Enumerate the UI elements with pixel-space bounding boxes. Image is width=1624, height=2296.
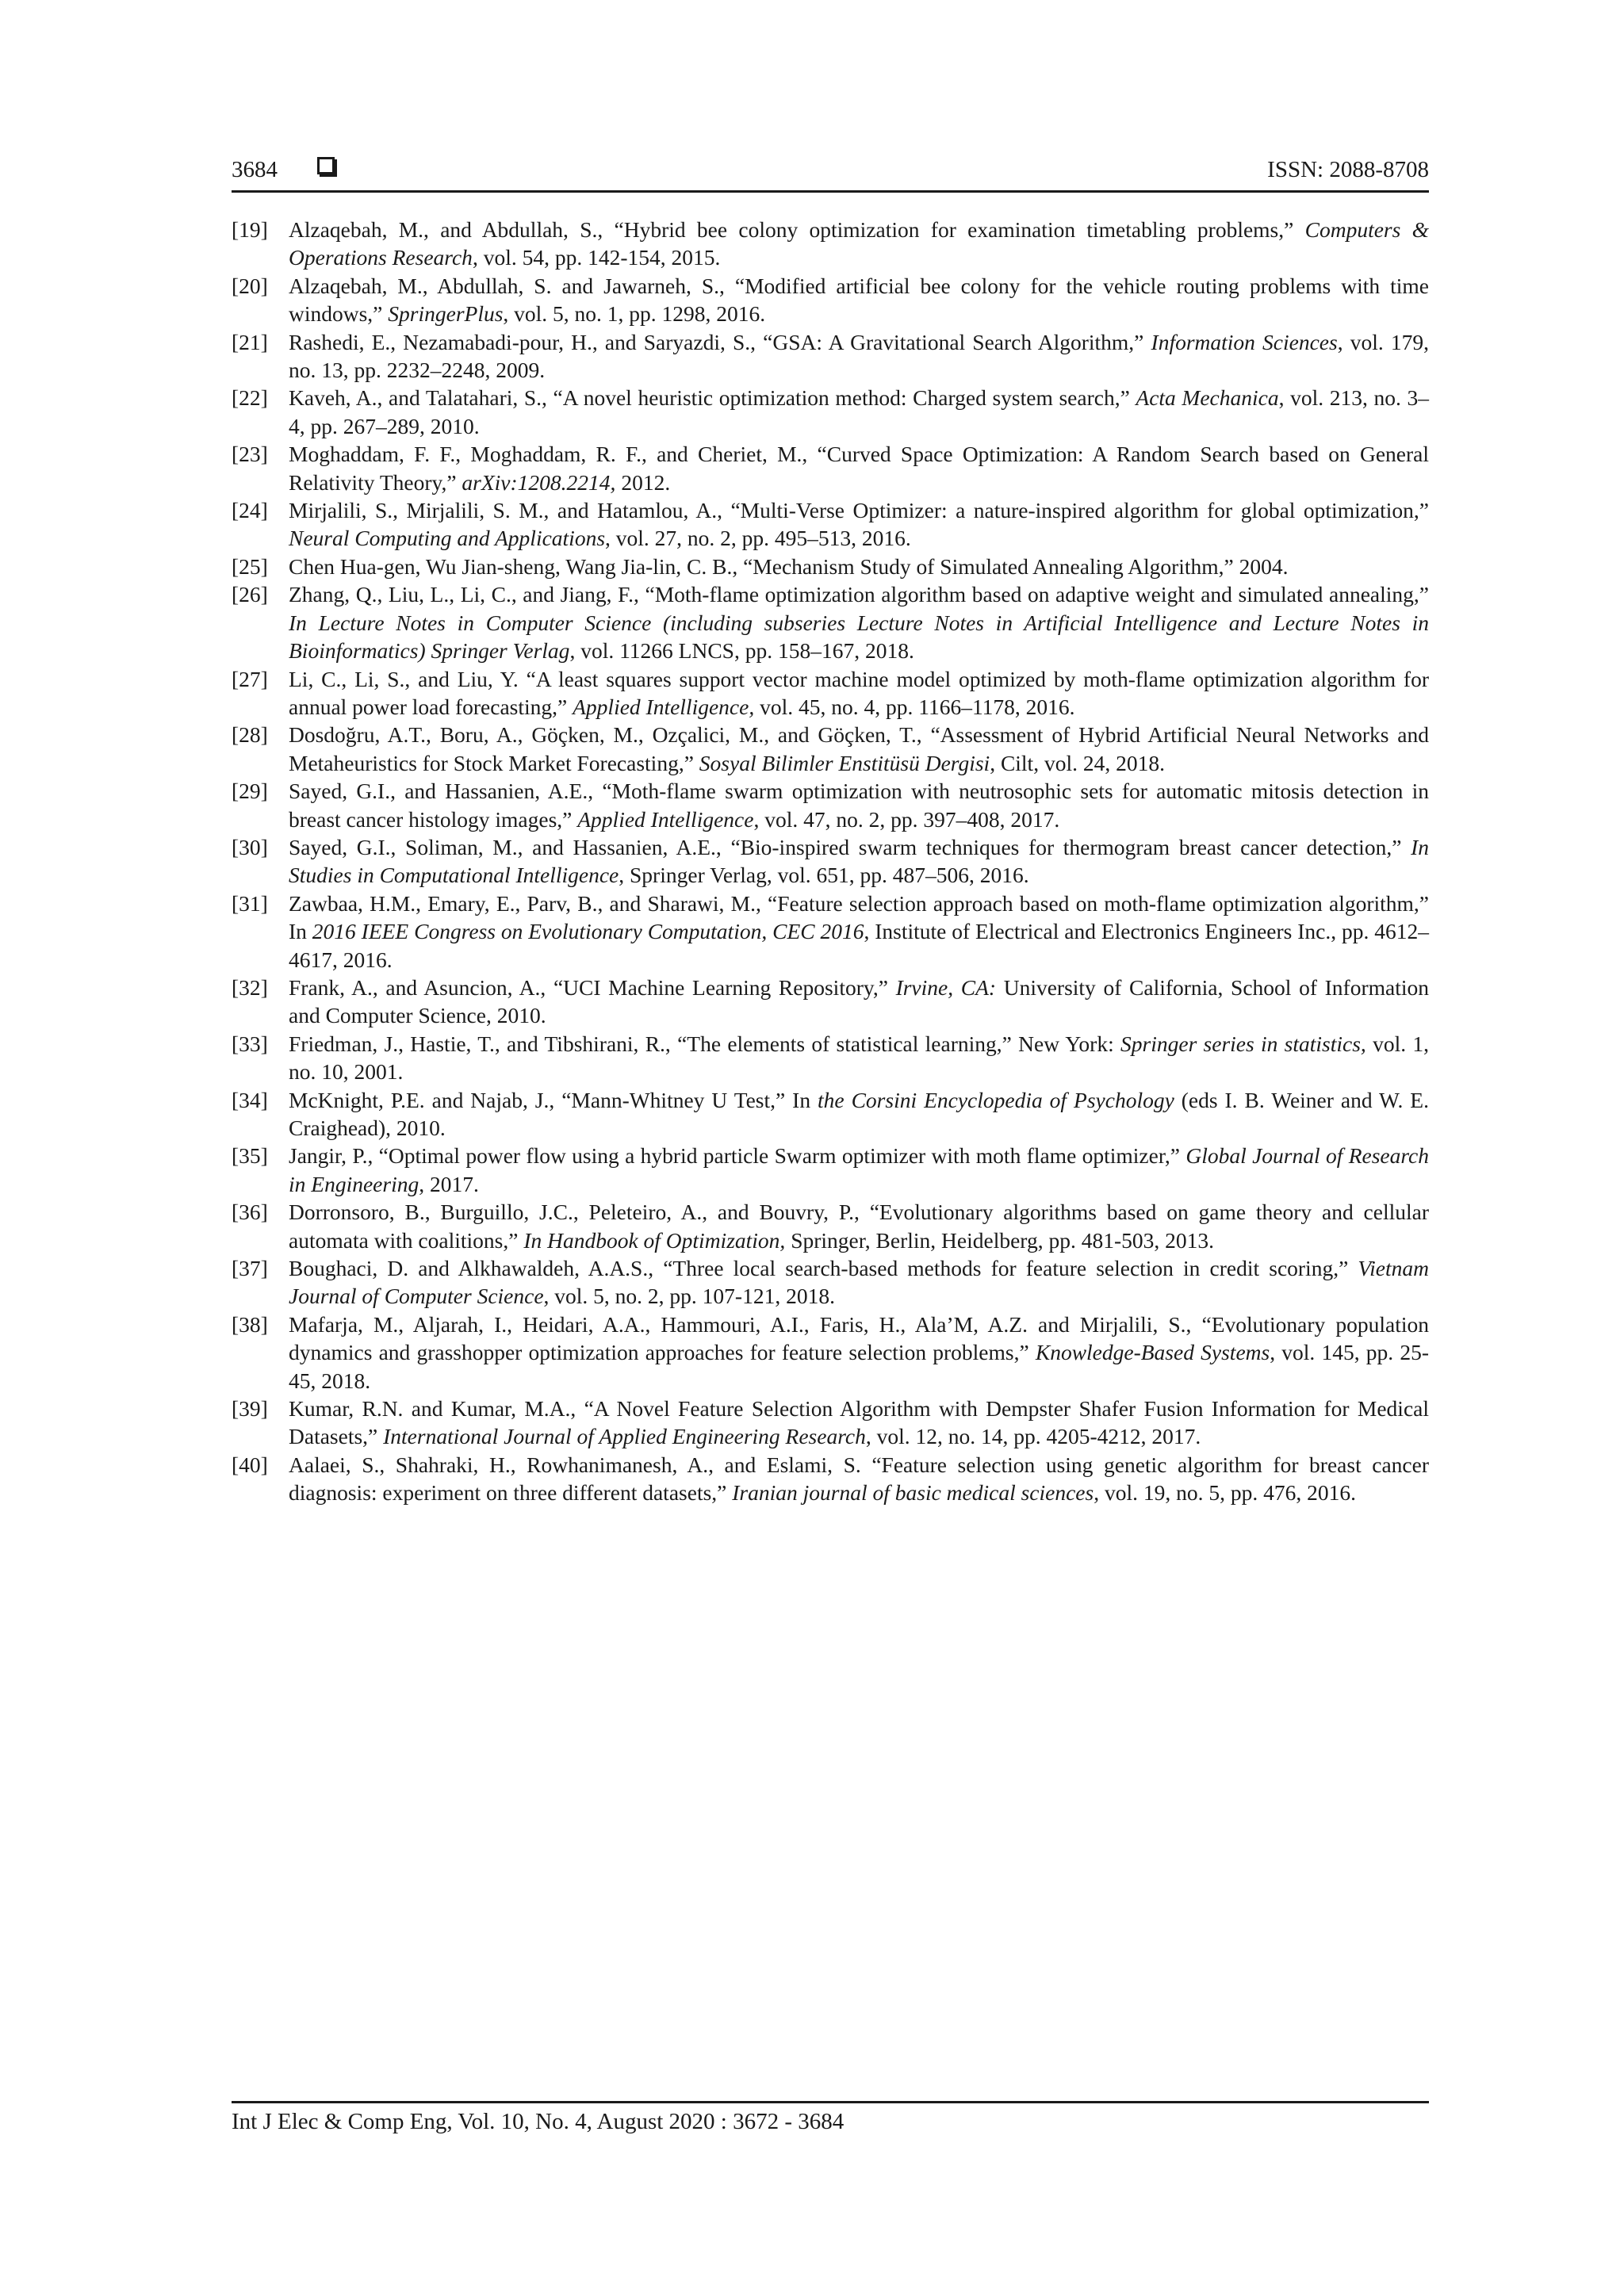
reference-segment: , vol. 11266 LNCS, pp. 158–167, 2018. <box>569 638 914 664</box>
reference-venue: International Journal of Applied Engineering Research <box>383 1424 866 1449</box>
reference-segment: vol. 45, no. 4, pp. 1166–1178, 2016. <box>754 694 1075 719</box>
reference-item <box>232 1395 1429 1451</box>
reference-text <box>289 328 1429 385</box>
reference-segment: , vol. 12, no. 14, pp. 4205-4212, 2017. <box>865 1424 1201 1449</box>
reference-segment: , vol. 213, no. 3–4, pp. 267–289, 2010. <box>289 385 1430 438</box>
reference-text <box>289 580 1429 664</box>
reference-text <box>289 553 1429 580</box>
reference-segment: Aalaei, S., Shahraki, H., Rowhanimanesh, A., and Eslami, S. “Feature selection using genetic algorithm for breast cancer diagnosis: experiment on three different datasets,” <box>289 1452 1429 1506</box>
reference-segment: 2012. <box>615 469 671 495</box>
reference-venue: the Corsini Encyclopedia of Psychology <box>818 1087 1174 1112</box>
reference-item <box>232 1198 1429 1254</box>
reference-text <box>289 1395 1429 1451</box>
reference-segment: McKnight, P.E. and Najab, J., “Mann-Whitney U Test,” In <box>289 1087 818 1112</box>
reference-venue: In Handbook of Optimization, <box>523 1227 786 1253</box>
reference-venue: Acta Mechanica <box>1136 385 1279 411</box>
reference-segment: , vol. 5, no. 2, pp. 107-121, 2018. <box>543 1284 835 1309</box>
reference-venue: arXiv:1208.2214, <box>462 469 616 495</box>
reference-number: [37] <box>232 1256 268 1281</box>
reference-venue: Knowledge-Based Systems <box>1035 1340 1270 1365</box>
reference-text <box>289 496 1429 553</box>
reference-venue: Global Journal of Research in Engineering <box>289 1143 1429 1196</box>
reference-text <box>289 1142 1429 1198</box>
reference-segment: Mirjalili, S., Mirjalili, S. M., and Hatamlou, A., “Multi-Verse Optimizer: a nature-inspired algorithm for global optimization,” <box>289 498 1429 523</box>
page-number: 3684 <box>232 157 278 182</box>
footer-citation: Int J Elec & Comp Eng, Vol. 10, No. 4, August 2020 : 3672 - 3684 <box>232 2109 845 2134</box>
reference-text <box>289 1086 1429 1142</box>
reference-venue: Neural Computing and Applications <box>289 526 606 551</box>
square-bullet-icon <box>317 157 335 174</box>
reference-segment: Alzaqebah, M., and Abdullah, S., “Hybrid bee colony optimization for examination timetabling problems,” <box>289 217 1305 242</box>
reference-segment: , vol. 54, pp. 142-154, 2015. <box>472 245 721 270</box>
reference-text <box>289 1254 1429 1311</box>
reference-number: [31] <box>232 890 268 916</box>
reference-venue: Applied Intelligence, <box>573 694 755 719</box>
page-header <box>232 155 1429 190</box>
reference-text <box>289 1030 1429 1086</box>
reference-item <box>232 1086 1429 1142</box>
reference-text <box>289 1198 1429 1254</box>
reference-item <box>232 665 1429 721</box>
reference-item <box>232 721 1429 777</box>
reference-text <box>289 665 1429 721</box>
reference-venue: In Lecture Notes in Computer Science (including subseries Lecture Notes in Artificial Intelligence and Lecture Notes in Bioinformatics) Springer Verlag <box>289 610 1429 664</box>
reference-venue: SpringerPlus <box>388 301 504 327</box>
reference-segment: , Cilt, vol. 24, 2018. <box>990 750 1165 775</box>
reference-item <box>232 777 1429 833</box>
reference-text <box>289 974 1429 1030</box>
reference-segment: , vol. 27, no. 2, pp. 495–513, 2016. <box>605 526 911 551</box>
reference-number: [36] <box>232 1200 268 1225</box>
reference-venue: Iranian journal of basic medical sciences <box>732 1480 1094 1506</box>
reference-text <box>289 890 1429 974</box>
reference-segment: , vol. 47, no. 2, pp. 397–408, 2017. <box>753 806 1060 832</box>
reference-number: [24] <box>232 498 268 523</box>
reference-number: [35] <box>232 1143 268 1169</box>
reference-segment: Li, C., Li, S., and Liu, Y. “A least squares support vector machine model optimized by moth-flame optimization algorithm for annual power load forecasting,” <box>289 666 1429 719</box>
reference-item <box>232 328 1429 385</box>
reference-segment: Kaveh, A., and Talatahari, S., “A novel heuristic optimization method: Charged system search,” <box>289 385 1136 411</box>
reference-segment: Rashedi, E., Nezamabadi-pour, H., and Saryazdi, S., “GSA: A Gravitational Search Algorithm,” <box>289 329 1151 354</box>
reference-number: [23] <box>232 442 268 467</box>
reference-segment: Kumar, R.N. and Kumar, M.A., “A Novel Feature Selection Algorithm with Dempster Shafer Fusion Information for Medical Datasets,” <box>289 1396 1429 1449</box>
reference-segment: Friedman, J., Hastie, T., and Tibshirani, R., “The elements of statistical learning,” New York: <box>289 1031 1121 1056</box>
reference-segment: , vol. 5, no. 1, pp. 1298, 2016. <box>503 301 766 327</box>
reference-segment: Dorronsoro, B., Burguillo, J.C., Peleteiro, A., and Bouvry, P., “Evolutionary algorithms based on game theory and cellular automata with coalitions,” <box>289 1200 1429 1253</box>
reference-number: [40] <box>232 1452 268 1477</box>
reference-number: [25] <box>232 553 268 579</box>
reference-venue: Applied Intelligence <box>577 806 754 832</box>
reference-text <box>289 1451 1429 1507</box>
reference-venue: Information Sciences <box>1151 329 1338 354</box>
reference-item <box>232 553 1429 580</box>
reference-venue: In Studies in Computational Intelligence <box>289 834 1429 888</box>
reference-number: [34] <box>232 1087 268 1112</box>
reference-item <box>232 1142 1429 1198</box>
reference-segment: Boughaci, D. and Alkhawaldeh, A.A.S., “Three local search-based methods for feature selection in credit scoring,” <box>289 1256 1358 1281</box>
reference-text <box>289 721 1429 777</box>
reference-number: [27] <box>232 666 268 691</box>
reference-venue: Sosyal Bilimler Enstitüsü Dergisi <box>699 750 990 775</box>
reference-number: [33] <box>232 1031 268 1056</box>
reference-item <box>232 1311 1429 1395</box>
reference-segment: , 2017. <box>419 1171 479 1196</box>
reference-venue: Vietnam Journal of Computer Science <box>289 1256 1429 1309</box>
reference-item <box>232 974 1429 1030</box>
reference-segment: Jangir, P., “Optimal power flow using a hybrid particle Swarm optimizer with moth flame optimizer,” <box>289 1143 1186 1169</box>
reference-item <box>232 384 1429 440</box>
reference-item <box>232 1451 1429 1507</box>
reference-text <box>289 216 1429 272</box>
reference-venue: 2016 IEEE Congress on Evolutionary Computation, CEC 2016 <box>312 919 864 944</box>
reference-segment: , Institute of Electrical and Electronics Engineers Inc., pp. 4612–4617, 2016. <box>289 919 1429 972</box>
reference-number: [20] <box>232 273 268 298</box>
issn: ISSN: 2088-8708 <box>1267 157 1429 182</box>
reference-venue: Computers & Operations Research <box>289 217 1430 270</box>
reference-segment: Alzaqebah, M., Abdullah, S. and Jawarneh, S., “Modified artificial bee colony for the vehicle routing problems with time windows,” <box>289 273 1429 327</box>
reference-number: [26] <box>232 582 268 607</box>
reference-item <box>232 833 1429 890</box>
reference-segment: Zawbaa, H.M., Emary, E., Parv, B., and Sharawi, M., “Feature selection approach based on moth-flame optimization algorithm,” In <box>289 890 1429 944</box>
reference-text <box>289 384 1429 440</box>
reference-segment: University of California, School of Information and Computer Science, 2010. <box>289 974 1429 1028</box>
reference-item <box>232 1030 1429 1086</box>
reference-segment: Sayed, G.I., Soliman, M., and Hassanien, A.E., “Bio-inspired swarm techniques for thermogram breast cancer detection,” <box>289 834 1411 859</box>
reference-segment: , vol. 145, pp. 25-45, 2018. <box>289 1340 1429 1393</box>
reference-segment: Moghaddam, F. F., Moghaddam, R. F., and Cheriet, M., “Curved Space Optimization: A Random Search based on General Relativity Theory,” <box>289 442 1429 495</box>
reference-venue: Irvine, CA: <box>895 974 997 1000</box>
reference-item <box>232 496 1429 553</box>
reference-text <box>289 440 1429 496</box>
reference-segment: Mafarja, M., Aljarah, I., Heidari, A.A., Hammouri, A.I., Faris, H., Ala’M, A.Z. and Mirjalili, S., “Evolutionary population dynamics and grasshopper optimization approaches for feature selection problems,” <box>289 1311 1429 1365</box>
reference-segment: Chen Hua-gen, Wu Jian-sheng, Wang Jia-lin, C. B., “Mechanism Study of Simulated Annealing Algorithm,” 2004. <box>289 553 1289 579</box>
reference-item <box>232 440 1429 496</box>
reference-item <box>232 1254 1429 1311</box>
reference-item <box>232 272 1429 328</box>
reference-venue: Springer series in statistics, <box>1120 1031 1366 1056</box>
footer-rule <box>232 2101 1429 2103</box>
reference-number: [19] <box>232 217 268 242</box>
reference-text <box>289 272 1429 328</box>
reference-text <box>289 777 1429 833</box>
reference-segment: , vol. 179, no. 13, pp. 2232–2248, 2009. <box>289 329 1429 383</box>
reference-number: [38] <box>232 1311 268 1337</box>
reference-number: [30] <box>232 834 268 859</box>
reference-segment: (eds I. B. Weiner and W. E. Craighead), 2010. <box>289 1087 1429 1140</box>
header-rule <box>232 190 1429 193</box>
reference-text <box>289 1311 1429 1395</box>
reference-segment: Zhang, Q., Liu, L., Li, C., and Jiang, F., “Moth-flame optimization algorithm based on adaptive weight and simulated annealing,” <box>289 582 1429 607</box>
reference-segment: vol. 1, no. 10, 2001. <box>289 1031 1429 1085</box>
reference-text <box>289 833 1429 890</box>
reference-segment: Frank, A., and Asuncion, A., “UCI Machine Learning Repository,” <box>289 974 896 1000</box>
reference-item <box>232 890 1429 974</box>
reference-item <box>232 580 1429 664</box>
reference-segment: , vol. 19, no. 5, pp. 476, 2016. <box>1094 1480 1356 1506</box>
reference-segment: , Springer Verlag, vol. 651, pp. 487–506, 2016. <box>619 863 1029 888</box>
reference-number: [29] <box>232 779 268 804</box>
reference-segment: Sayed, G.I., and Hassanien, A.E., “Moth-flame swarm optimization with neutrosophic sets for automatic mitosis detection in breast cancer histology images,” <box>289 779 1429 832</box>
reference-number: [39] <box>232 1396 268 1422</box>
reference-item <box>232 216 1429 272</box>
reference-segment: Dosdoğru, A.T., Boru, A., Göçken, M., Ozçalici, M., and Göçken, T., “Assessment of Hybrid Artificial Neural Networks and Metaheuristics for Stock Market Forecasting,” <box>289 722 1429 775</box>
reference-number: [32] <box>232 974 268 1000</box>
reference-segment: Springer, Berlin, Heidelberg, pp. 481-503, 2013. <box>785 1227 1214 1253</box>
reference-number: [22] <box>232 385 268 411</box>
reference-number: [21] <box>232 329 268 354</box>
reference-list <box>232 216 1429 1507</box>
reference-number: [28] <box>232 722 268 748</box>
